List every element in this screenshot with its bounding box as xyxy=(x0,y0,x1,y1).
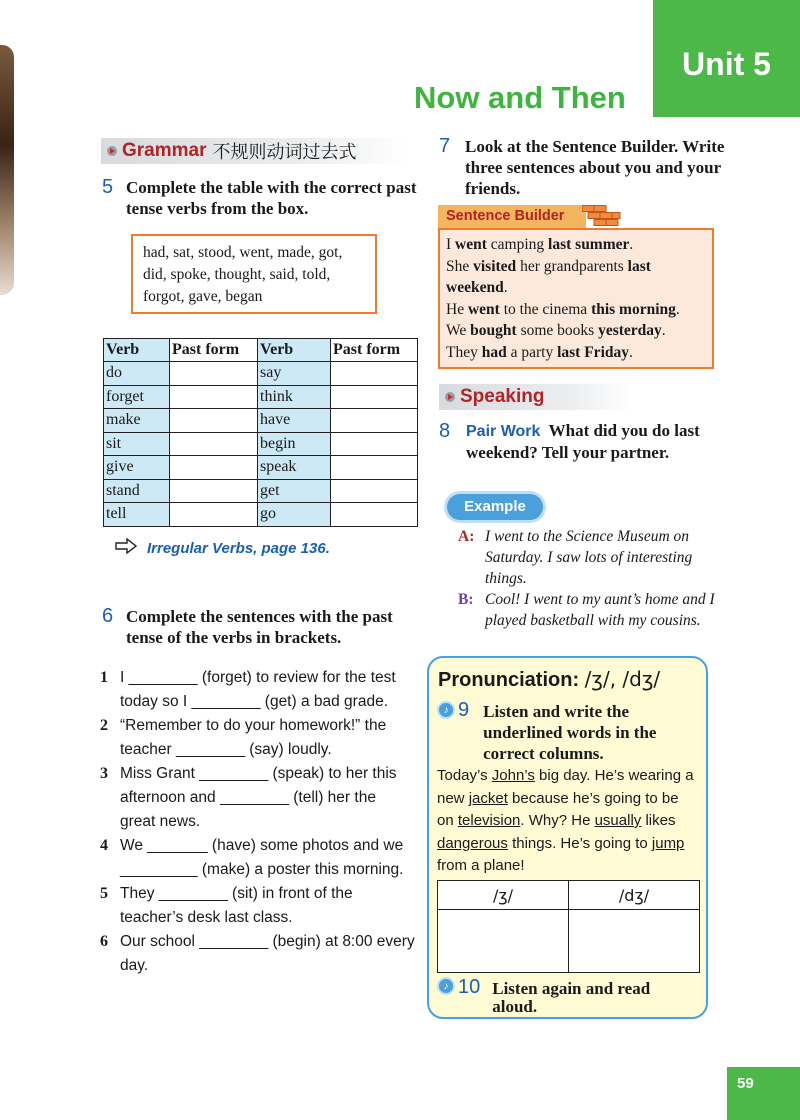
answer-cell[interactable] xyxy=(331,385,418,409)
pair-work-tag: Pair Work xyxy=(466,423,541,440)
highlight-word: visited xyxy=(473,257,517,275)
answer-cell[interactable] xyxy=(170,362,258,386)
highlight-word: last weekend xyxy=(446,257,651,296)
header-verb: Verb xyxy=(104,339,170,362)
verb-cell: have xyxy=(258,409,331,433)
sentence-builder-line xyxy=(446,299,706,321)
passage-fragment: likes xyxy=(641,812,676,829)
verb-cell: begin xyxy=(258,432,331,456)
verb-table-header xyxy=(104,339,418,362)
speaker-label: A: xyxy=(458,528,475,545)
irregular-verbs-reference[interactable] xyxy=(115,538,330,558)
page-number: 59 xyxy=(727,1067,800,1120)
ex8-instruction-block xyxy=(466,420,712,463)
example-dialog xyxy=(458,526,718,631)
verb-cell: get xyxy=(258,479,331,503)
list-item xyxy=(100,666,415,714)
table-row xyxy=(104,479,418,503)
highlight-word: this morning xyxy=(591,300,676,318)
pronunciation-label: Pronunciation: xyxy=(438,669,580,691)
verb-cell: tell xyxy=(104,503,170,527)
table-row xyxy=(104,432,418,456)
pronunciation-passage xyxy=(437,765,699,878)
list-item xyxy=(100,762,415,834)
ex10-header xyxy=(437,977,682,1016)
sentence-fragment: I xyxy=(446,236,456,253)
verb-table xyxy=(103,338,418,527)
sentence-fragment: camping xyxy=(486,236,549,253)
ex6-number: 6 xyxy=(102,605,114,627)
ex9-header xyxy=(437,701,689,764)
table-row xyxy=(104,456,418,480)
edge-photo xyxy=(0,45,14,295)
item-text: “Remember to do your homework!” the teacher ________ (say) loudly. xyxy=(120,717,387,758)
ex5-instruction: Complete the table with the correct past tense verbs from the box. xyxy=(126,178,417,218)
answer-cell[interactable] xyxy=(170,479,258,503)
answer-cell[interactable] xyxy=(170,456,258,480)
verb-cell: make xyxy=(104,409,170,433)
header-verb: Verb xyxy=(258,339,331,362)
highlight-word: last summer xyxy=(548,236,630,253)
dialog-line xyxy=(458,526,718,589)
page-title: Now and Then xyxy=(414,80,626,115)
item-text: We _______ (have) some photos and we _________ (make) a poster this morning. xyxy=(120,837,404,878)
verb-cell: go xyxy=(258,503,331,527)
table-row xyxy=(104,409,418,433)
underlined-word: jump xyxy=(651,834,685,852)
dialog-line xyxy=(458,589,718,631)
highlight-word: had xyxy=(481,343,507,361)
sentence-fragment: They xyxy=(446,343,482,361)
bullet-icon xyxy=(107,146,117,156)
list-item xyxy=(100,930,415,978)
passage-fragment: Today’s xyxy=(437,767,492,784)
item-text: Our school ________ (begin) at 8:00 every day. xyxy=(120,933,415,974)
ex10-number: 10 xyxy=(458,976,481,998)
example-label: Example xyxy=(447,494,543,520)
sentence-fragment: . xyxy=(503,279,508,296)
audio-cd-icon[interactable]: ♪ xyxy=(437,701,455,719)
answer-cell[interactable] xyxy=(170,503,258,527)
sentence-builder-line xyxy=(446,320,706,342)
answer-cell[interactable] xyxy=(438,910,569,973)
highlight-word: yesterday xyxy=(598,322,662,339)
item-text: Miss Grant ________ (speak) to her this afternoon and ________ (tell) her the great news. xyxy=(120,765,397,830)
item-number: 3 xyxy=(100,765,108,782)
grammar-label-cn: 不规则动词过去式 xyxy=(212,142,357,163)
answer-cell[interactable] xyxy=(170,409,258,433)
unit-label: Unit 5 xyxy=(682,46,771,82)
item-number: 5 xyxy=(100,885,108,902)
ex8-number: 8 xyxy=(439,420,451,442)
ex7-number: 7 xyxy=(439,135,451,157)
answer-cell[interactable] xyxy=(331,503,418,527)
ex6-sentence-list xyxy=(100,666,415,978)
answer-cell[interactable] xyxy=(331,479,418,503)
header-past-form: Past form xyxy=(331,339,418,362)
ex6-instruction: Complete the sentences with the past tense of the verbs in brackets. xyxy=(126,607,393,647)
dialog-text: Cool! I went to my aunt’s home and I played basketball with my cousins. xyxy=(485,591,715,629)
word-box: had, sat, stood, went, made, got, did, spoke, thought, said, told, forgot, gave, began xyxy=(131,234,377,314)
table-row xyxy=(104,385,418,409)
verb-cell: do xyxy=(104,362,170,386)
grammar-section-bar xyxy=(101,138,405,164)
sentence-fragment: . xyxy=(675,300,680,318)
answer-cell[interactable] xyxy=(569,910,700,973)
ipa-answer-table xyxy=(437,880,700,973)
sentence-builder-line xyxy=(446,342,706,364)
underlined-word: jacket xyxy=(468,789,508,807)
ex10-instruction: Listen again and read aloud. xyxy=(492,979,651,1016)
column-header-dzh: /dʒ/ xyxy=(569,881,700,910)
column-header-zh: /ʒ/ xyxy=(438,881,569,910)
header-past-form: Past form xyxy=(170,339,258,362)
verb-cell: forget xyxy=(104,385,170,409)
item-number: 1 xyxy=(100,669,108,686)
dialog-text: I went to the Science Museum on Saturday. I saw lots of interesting things. xyxy=(485,528,693,587)
pronunciation-title xyxy=(438,667,660,692)
item-number: 2 xyxy=(100,717,108,734)
sentence-fragment: We xyxy=(446,322,471,339)
passage-fragment: . Why? He xyxy=(520,812,595,829)
item-text: I ________ (forget) to review for the test today so I ________ (get) a bad grade. xyxy=(120,669,396,710)
unit-tab xyxy=(653,0,800,117)
highlight-word: last Friday xyxy=(557,343,629,361)
sentence-fragment: to the cinema xyxy=(499,300,592,318)
audio-cd-icon[interactable]: ♪ xyxy=(437,977,455,995)
arrow-right-icon xyxy=(115,538,137,558)
item-number: 6 xyxy=(100,933,108,950)
ex9-number: 9 xyxy=(458,699,470,721)
verb-cell: say xyxy=(258,362,331,386)
answer-cell[interactable] xyxy=(170,432,258,456)
answer-cell[interactable] xyxy=(331,409,418,433)
item-number: 4 xyxy=(100,837,108,854)
pronunciation-sounds: /ʒ/, /dʒ/ xyxy=(584,667,661,691)
passage-fragment: things. He’s going to xyxy=(507,834,652,852)
answer-cell[interactable] xyxy=(331,456,418,480)
ex9-instruction: Listen and write the underlined words in the correct columns. xyxy=(483,702,657,763)
speaking-section-bar xyxy=(439,384,631,410)
passage-fragment: big day. He’s wearing a new xyxy=(437,767,694,807)
ex5-number: 5 xyxy=(102,176,114,198)
ex7-instruction: Look at the Sentence Builder. Write three sentences about you and your friends. xyxy=(465,137,725,198)
sentence-fragment: some books xyxy=(516,322,599,339)
underlined-word: dangerous xyxy=(437,834,508,852)
list-item xyxy=(100,834,415,882)
answer-cell[interactable] xyxy=(170,385,258,409)
reference-text: Irregular Verbs, page 136. xyxy=(147,539,330,557)
list-item xyxy=(100,882,415,930)
underlined-word: usually xyxy=(594,812,642,829)
verb-cell: speak xyxy=(258,456,331,480)
highlight-word: went xyxy=(455,236,487,253)
sentence-builder-box xyxy=(438,228,714,369)
ex8-instruction: What did you do last weekend? Tell your partner. xyxy=(466,421,700,462)
list-item xyxy=(100,714,415,762)
underlined-word: television xyxy=(457,812,521,829)
sentence-fragment: . xyxy=(629,236,634,253)
sentence-fragment: . xyxy=(661,322,666,339)
sentence-fragment: She xyxy=(446,257,474,275)
passage-fragment: from a plane! xyxy=(437,857,525,874)
table-row xyxy=(104,503,418,527)
sentence-fragment: her grandparents xyxy=(516,257,628,275)
item-text: They ________ (sit) in front of the teacher’s desk last class. xyxy=(120,885,353,926)
verb-cell: stand xyxy=(104,479,170,503)
bullet-icon xyxy=(445,392,455,402)
highlight-word: bought xyxy=(470,322,517,339)
passage-fragment: because he’s going to be on xyxy=(437,789,679,829)
verb-cell: sit xyxy=(104,432,170,456)
speaking-label: Speaking xyxy=(460,386,545,407)
answer-cell[interactable] xyxy=(331,362,418,386)
underlined-word: John’s xyxy=(491,767,535,784)
table-row xyxy=(104,362,418,386)
verb-cell: think xyxy=(258,385,331,409)
highlight-word: went xyxy=(467,300,500,318)
sentence-fragment: . xyxy=(629,343,633,361)
sentence-builder-title: Sentence Builder xyxy=(438,205,586,228)
verb-cell: give xyxy=(104,456,170,480)
sentence-builder-line xyxy=(446,256,706,299)
answer-cell[interactable] xyxy=(331,432,418,456)
speaker-label: B: xyxy=(458,591,474,608)
grammar-label: Grammar xyxy=(122,140,207,161)
sentence-fragment: He xyxy=(446,300,468,318)
sentence-fragment: a party xyxy=(506,343,558,361)
sentence-builder-line xyxy=(446,234,706,256)
